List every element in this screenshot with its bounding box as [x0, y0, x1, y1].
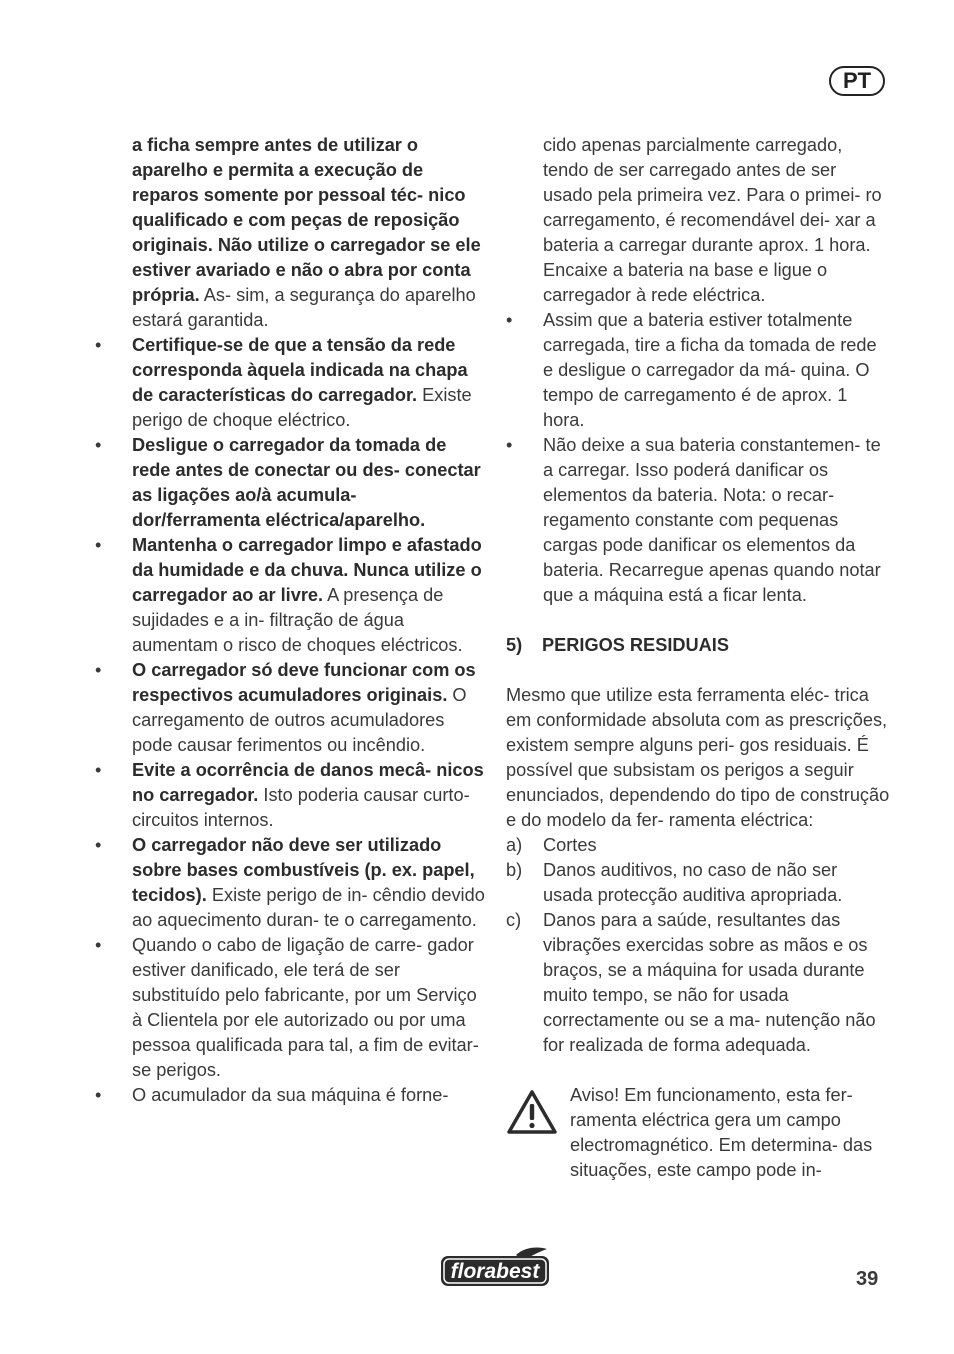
list-item: [95, 833, 485, 933]
list-item: [95, 533, 485, 658]
bullet-icon: •: [95, 535, 102, 555]
warning-block: [506, 1083, 890, 1183]
bullet-icon: •: [95, 760, 102, 780]
intro-paragraph: [95, 133, 485, 333]
left-column: [95, 133, 485, 1108]
risk-item: [506, 858, 890, 908]
risk-item: [506, 908, 890, 1058]
bullet-bold: O carregador não deve ser utilizado sobre bases combustíveis (p. ex. papel, tecidos).: [132, 835, 475, 905]
warning-triangle-icon: [506, 1089, 558, 1135]
bullet-icon: •: [95, 835, 102, 855]
language-badge: PT: [829, 66, 885, 96]
risk-label: b): [506, 860, 523, 880]
section-intro: Mesmo que utilize esta ferramenta eléc- trica em conformidade absoluta com as prescrições, existem sempre alguns peri- gos residuais. É possível que subsistam os perigos a seguir enunciados, dependendo do tipo de construção e do modelo da fer- ramenta eléctrica:: [506, 685, 890, 830]
risk-item: [506, 833, 890, 858]
bullet-icon: •: [95, 1085, 102, 1105]
list-item: [95, 333, 485, 433]
warning-text: Aviso! Em funcionamento, esta fer- ramenta eléctrica gera um campo electromagnético. Em determina- das situações, este campo pode in-: [570, 1085, 873, 1180]
section-number: 5): [506, 635, 523, 655]
list-item: [506, 308, 890, 433]
list-item: [95, 758, 485, 833]
bullet-bold: Desligue o carregador da tomada de rede antes de conectar ou des- conectar as ligações ao/à acumula- dor/ferramenta eléctrica/aparelho.: [132, 435, 481, 530]
risk-text: Cortes: [543, 835, 597, 855]
bullet-bold: Mantenha o carregador limpo e afastado da humidade e da chuva. Nunca utilize o carregador ao ar livre.: [132, 535, 482, 605]
risk-text: Danos para a saúde, resultantes das vibrações exercidas sobre as mãos e os braços, se a máquina for usada durante muito tempo, se não for usada correctamente ou se a ma- nutenção não for realizada de forma adequada.: [543, 910, 876, 1055]
bullet-text: Existe perigo de choque eléctrico.: [132, 385, 472, 430]
intro-bold: a ficha sempre antes de utilizar o aparelho e permita a execução de reparos somente por pessoal téc- nico qualificado e com peças de reposição originais. Não utilize o carregador se ele estiver avariado e não o abra por conta própria.: [132, 135, 481, 305]
logo-text: florabest: [450, 1260, 540, 1283]
section-heading: [506, 633, 890, 658]
bullet-text: O acumulador da sua máquina é forne-: [132, 1085, 449, 1105]
bullet-bold: Evite a ocorrência de danos mecâ- nicos no carregador.: [132, 760, 484, 805]
bullet-icon: •: [95, 660, 102, 680]
list-item: [95, 933, 485, 1083]
list-item: [95, 433, 485, 533]
bullet-icon: •: [506, 435, 513, 455]
bullet-text: Quando o cabo de ligação de carre- gador estiver danificado, ele terá de ser substituído pelo fabricante, por um Serviço à Clientela por ele autorizado ou por uma pessoa qualificada para tal, a fim de evitar-se perigos.: [132, 935, 479, 1080]
risk-label: a): [506, 835, 523, 855]
bullet-text: Isto poderia causar curto-circuitos internos.: [132, 785, 470, 830]
list-item: [95, 1083, 485, 1108]
bullet-icon: •: [95, 435, 102, 455]
bullet-bold: Certifique-se de que a tensão da rede corresponda àquela indicada na chapa de características do carregador.: [132, 335, 468, 405]
page-number: 39: [856, 1268, 879, 1290]
risk-label: c): [506, 910, 522, 930]
florabest-logo: [438, 1245, 552, 1289]
bullet-text: O carregamento de outros acumuladores pode causar ferimentos ou incêndio.: [132, 685, 467, 755]
continuation-paragraph: cido apenas parcialmente carregado, tendo de ser carregado antes de ser usado pela primeira vez. Para o primei- ro carregamento, é recomendável dei- xar a bateria a carregar durante aprox. 1 hora. Encaixe a bateria na base e ligue o carregador à rede eléctrica.: [543, 135, 882, 305]
bullet-icon: •: [95, 335, 102, 355]
intro-normal: As- sim, a segurança do aparelho estará garantida.: [132, 285, 476, 330]
bullet-text: Assim que a bateria estiver totalmente carregada, tire a ficha da tomada de rede e desligue o carregador da má- quina. O tempo de carregamento é de aprox. 1 hora.: [543, 310, 877, 430]
bullet-bold: O carregador só deve funcionar com os respectivos acumuladores originais.: [132, 660, 476, 705]
bullet-icon: •: [95, 935, 102, 955]
list-item: [506, 433, 890, 608]
right-column: [506, 133, 890, 1183]
bullet-text: A presença de sujidades e a in- filtração de água aumentam o risco de choques eléctricos.: [132, 585, 463, 655]
bullet-icon: •: [506, 310, 513, 330]
list-item: [95, 658, 485, 758]
section-title: PERIGOS RESIDUAIS: [542, 635, 729, 655]
risk-text: Danos auditivos, no caso de não ser usada protecção auditiva apropriada.: [543, 860, 843, 905]
bullet-text: Existe perigo de in- cêndio devido ao aquecimento duran- te o carregamento.: [132, 885, 485, 930]
bullet-text: Não deixe a sua bateria constantemen- te a carregar. Isso poderá danificar os elementos da bateria. Nota: o recar- regamento constante com pequenas cargas pode danificar os elementos da bateria. Recarregue apenas quando notar que a máquina está a ficar lenta.: [543, 435, 881, 605]
